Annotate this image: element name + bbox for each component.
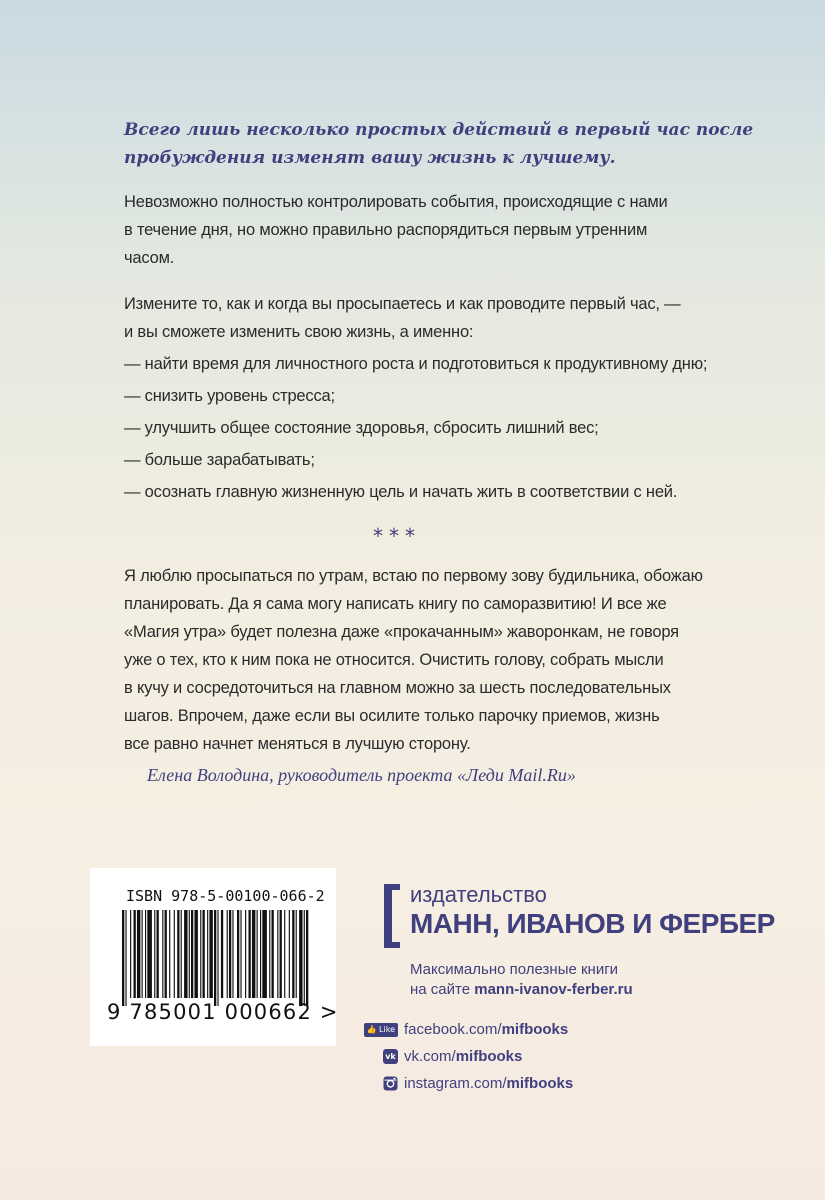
social-vk[interactable] [360, 1043, 573, 1070]
tagline-prefix: на сайте [410, 981, 475, 998]
list-item: — улучшить общее состояние здоровья, сбросить лишний вес; [124, 419, 599, 437]
barcode-bar [169, 910, 170, 998]
text-line: часом. [124, 249, 175, 267]
barcode-bar [269, 910, 270, 998]
barcode-bar [184, 910, 187, 998]
list-item: — найти время для личностного роста и подготовиться к продуктивному дню; [124, 355, 708, 373]
text-line: в кучу и сосредоточиться на главном можно за шесть последовательных [124, 679, 671, 697]
barcode-bar [181, 910, 182, 998]
barcode-bar [191, 910, 193, 998]
barcode-bar [296, 910, 297, 998]
barcode-bar [284, 910, 285, 998]
barcode-bar [200, 910, 201, 998]
barcode-bar [217, 910, 218, 1006]
barcode-bar [209, 910, 212, 998]
text-line: все равно начнет меняться в лучшую сторону. [124, 735, 471, 753]
barcode-bar [304, 910, 305, 1006]
barcode-bar [232, 910, 233, 998]
publisher-label: издательство [410, 882, 547, 907]
social-instagram[interactable] [360, 1070, 573, 1097]
benefits-list [124, 350, 708, 510]
tagline-line [410, 980, 710, 1000]
quote-author: Елена Володина, руководитель проекта «Леди Mail.Ru» [147, 765, 576, 785]
text-line: и вы сможете изменить свою жизнь, а именно: [124, 323, 474, 341]
publisher-bracket-logo [384, 884, 400, 948]
barcode-bar [154, 910, 155, 998]
social-facebook[interactable] [360, 1016, 573, 1043]
barcode-number: 9 785001 000662 > [107, 1000, 339, 1024]
lead-line: пробуждения изменят вашу жизнь к лучшему. [124, 148, 616, 168]
barcode-bar [277, 910, 278, 998]
barcode-bar [229, 910, 231, 998]
barcode-bar [280, 910, 282, 998]
barcode-bar [221, 910, 223, 998]
barcode-bar [147, 910, 152, 998]
text-line: уже о тех, кто к ним пока не относится. Очистить голову, собрать мысли [124, 651, 664, 669]
paragraph-change [124, 290, 704, 346]
publisher-tagline [410, 960, 710, 1000]
barcode-bar [240, 910, 241, 998]
text-line: планировать. Да я сама могу написать книгу по саморазвитию! И все же [124, 595, 667, 613]
barcode-bar [262, 910, 267, 998]
isbn-label: ISBN 978-5-00100-066-2 [126, 887, 325, 905]
barcode-bar [306, 910, 308, 1006]
barcode-bar [174, 910, 175, 998]
vk-icon: vk [383, 1049, 398, 1064]
barcode-bar [299, 910, 302, 1006]
tagline-line: Максимально полезные книги [410, 961, 619, 978]
text-line: «Магия утра» будет полезна даже «прокачанным» жаворонкам, не говоря [124, 623, 679, 641]
barcode-bar [252, 910, 255, 998]
barcode-bar [237, 910, 239, 998]
barcode-bar [214, 910, 216, 1006]
barcode-bar [194, 910, 197, 998]
text-line: шагов. Впрочем, даже если вы осилите только парочку приемов, жизнь [124, 707, 660, 725]
paragraph-intro [124, 188, 704, 272]
barcode-image [120, 910, 310, 1006]
section-separator: *** [373, 524, 421, 548]
barcode-bar [145, 910, 146, 998]
list-item: — осознать главную жизненную цель и начать жить в соответствии с ней. [124, 483, 678, 501]
like-icon: 👍 Like [364, 1023, 398, 1037]
social-link-text[interactable]: vk.com/mifbooks [404, 1048, 523, 1065]
instagram-icon [383, 1076, 398, 1091]
text-line: Измените то, как и когда вы просыпаетесь и как проводите первый час, — [124, 295, 681, 313]
publisher-site-link[interactable]: mann-ivanov-ferber.ru [474, 981, 633, 998]
barcode-bar [134, 910, 136, 998]
barcode-bar [125, 910, 126, 1006]
barcode-bar [289, 910, 290, 998]
barcode-bar [257, 910, 258, 998]
social-link-text[interactable]: facebook.com/mifbooks [404, 1021, 569, 1038]
barcode-bar [130, 910, 131, 998]
barcode-bar [162, 910, 163, 998]
social-links [360, 1016, 573, 1097]
barcode-bar [189, 910, 190, 998]
text-line: Невозможно полностью контролировать события, происходящие с нами [124, 193, 668, 211]
paragraph-review [124, 562, 704, 758]
barcode-bar [292, 910, 294, 998]
barcode-bar [137, 910, 140, 998]
barcode-bar [122, 910, 124, 1006]
publisher-name: МАНН, ИВАНОВ И ФЕРБЕР [410, 908, 775, 939]
lead-line: Всего лишь несколько простых действий в первый час после [124, 120, 754, 140]
list-item: — снизить уровень стресса; [124, 387, 335, 405]
barcode-bar [203, 910, 205, 998]
social-link-text[interactable]: instagram.com/mifbooks [404, 1075, 574, 1092]
barcode-bar [260, 910, 261, 998]
text-line: в течение дня, но можно правильно распорядиться первым утренним [124, 221, 648, 239]
barcode-bar [245, 910, 246, 998]
barcode-bar [272, 910, 274, 998]
barcode-bar [142, 910, 143, 998]
text-line: Я люблю просыпаться по утрам, встаю по первому зову будильника, обожаю [124, 567, 703, 585]
barcode-bar [249, 910, 251, 998]
barcode-bar [165, 910, 167, 998]
list-item: — больше зарабатывать; [124, 451, 315, 469]
lead-text [124, 116, 754, 172]
barcode-bar [177, 910, 179, 998]
barcode-bar [157, 910, 159, 998]
barcode-bar [227, 910, 228, 998]
barcode-bar [207, 910, 208, 998]
